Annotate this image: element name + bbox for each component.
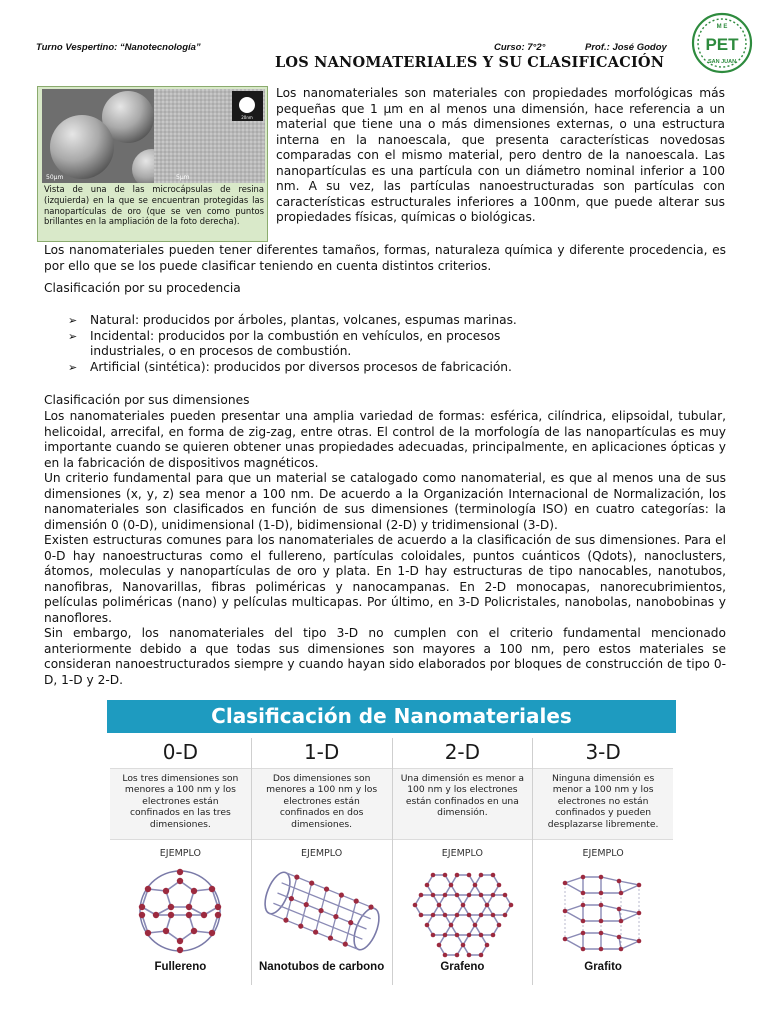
dimension-description: Los tres dimensiones son menores a 100 nm y los electrones están confinados en las tres dimensiones. (110, 768, 251, 840)
dimension-label: 1-D (303, 740, 340, 764)
heading-procedencia: Clasificación por su procedencia (44, 281, 241, 295)
microscope-image (42, 89, 265, 183)
dimensions-paragraph-4: Sin embargo, los nanomateriales del tipo 3-D no cumplen con el criterio fundamental mencionado anteriormente debido a que todas sus dimensiones son mayores a 100 nm, pero estos materiales se consideran nanoestructurados siempre y cuando hayan sido elaborados por bloques de construcción de tipo 0-D, 1-D y 2-D. (44, 626, 726, 687)
example-label: EJEMPLO (159, 848, 201, 859)
list-item: ➢ Artificial (sintética): producidos por diversos procesos de fabricación. (68, 359, 512, 374)
graphene-illustration (403, 863, 523, 958)
microcapsule-figure (37, 86, 268, 242)
dimension-description: Ninguna dimensión es menor a 100 nm y los electrones no están confinados y pueden desplazarse libremente. (533, 768, 673, 840)
example-label: EJEMPLO (582, 848, 624, 859)
dimension-description: Una dimensión es menor a 100 nm y los electrones están confinados en una dimensión. (393, 768, 533, 840)
procedencia-list (68, 313, 538, 375)
example-name: Grafito (584, 961, 622, 973)
classification-intro-paragraph: Los nanomateriales pueden tener diferentes tamaños, formas, naturaleza química y diferente procedencia, es por ello que se los puede clasificar teniendo en cuenta distintos criterios. (44, 243, 726, 273)
example-name: Fullereno (154, 961, 207, 973)
dimension-description: Dos dimensiones son menores a 100 nm y los electrones están confinados en dos dimensiones. (252, 768, 392, 840)
infographic-column-2d (392, 738, 533, 985)
dimension-label: 2-D (444, 740, 481, 764)
figure-caption: Vista de una de las microcápsulas de resina (izquierda) en la que se encuentran protegidas las nanopartículas de oro (que se ven como puntos brillantes en la ampliación de la foto derecha). (44, 184, 264, 227)
arrow-bullet-icon: ➢ (68, 314, 78, 327)
arrow-bullet-icon: ➢ (68, 329, 78, 343)
intro-paragraph: Los nanomateriales son materiales con propiedades morfológicas más pequeñas que 1 µm en al menos una dimensión, hace referencia a un material que tiene una o más dimensiones externas, o una estructura interna en la nanoescala, que presenta características novedosas comparadas con el mismo material, pero dentro de la nanoescala. Las nanopartículas es una partícula con un diámetro nominal inferior a 100 nm. A su vez, las partículas nanoestructuradas son partículas con características estructurales inferiores a 100nm, que puede alterar sus propiedades físicas, químicas o biológicas. (276, 86, 725, 224)
list-item: ➢ Incidental: producidos por la combustión en vehículos, en procesos industriales, o en procesos de combustión. (68, 328, 501, 358)
scale-right-label: 5μm (176, 174, 190, 181)
dimension-label: 3-D (585, 740, 621, 764)
page-title: LOS NANOMATERIALES Y SU CLASIFICACIÓN (275, 54, 665, 71)
list-item: ➢ Natural: producidos por árboles, plantas, volcanes, espumas marinas. (68, 313, 517, 327)
logo-main-text: PET (705, 35, 739, 54)
school-logo (691, 12, 753, 74)
heading-dimensiones: Clasificación por sus dimensiones (44, 393, 250, 407)
example-name: Nanotubos de carbono (259, 961, 385, 973)
header-course-label: Curso: 7°2° (494, 42, 546, 53)
header-professor-label: Prof.: José Godoy (585, 42, 667, 53)
infographic-column-1d (251, 738, 392, 985)
scale-inset-label: 20nm (241, 115, 253, 120)
microscope-photo-illustration (42, 89, 265, 183)
infographic-column-3d (532, 738, 673, 985)
logo-top-text: M E (716, 24, 728, 30)
infographic-title: Clasificación de Nanomateriales (107, 700, 676, 733)
dimensions-paragraph-1: Los nanomateriales pueden presentar una amplia variedad de formas: esférica, cilíndrica, elipsoidal, tubular, helicoidal, arrecifal, en forma de zig-zag, entre otras. El control de la morfología de las nanopartículas es muy importante cuando se quieren obtener unas propiedades adecuadas, principalmente, en aplicaciones ópticas y en la fabricación de dispositivos magnéticos. (44, 409, 726, 470)
dimensions-paragraph-3: Existen estructuras comunes para los nanomateriales de acuerdo a la clasificación de sus dimensiones. Para el 0-D hay nanoestructuras como el fullereno, partículas coloidales, puntos cuánticos (Qdots), nanoclusters, átomos, moleculas y nanopartículas de oro y plata. En 1-D hay estructuras de tipo nanocables, nanotubos, nanofibras, Nanovarillas, fibras poliméricas y nanocampanas. En 2-D monocapas, nanorecubrimientos, películas poliméricas (nano) y películas multicapas. Por último, en 3-D Policristales, nanobolas, nanobobinas y nanoflores. (44, 533, 726, 625)
classification-infographic (107, 700, 676, 985)
example-name: Grafeno (440, 961, 485, 973)
infographic-column-0d (110, 738, 251, 985)
dimension-label: 0-D (162, 740, 199, 764)
infographic-grid (110, 738, 673, 985)
arrow-bullet-icon: ➢ (68, 360, 78, 374)
scale-left-label: 50μm (46, 174, 64, 181)
fullerene-illustration (120, 863, 240, 958)
dimensions-paragraph-2: Un criterio fundamental para que un material se catalogado como nanomaterial, es que al menos una de sus dimensiones (x, y, z) sea menor a 100 nm. De acuerdo a la Organización Internacional de Normalización, los nanomateriales son clasificados en función de sus dimensiones (terminología ISO) en cuatro categorías: la dimensión 0 (0-D), unidimensional (1-D), bidimensional (2-D) y tridimensional (3-D). (44, 471, 726, 532)
graphite-illustration (543, 863, 663, 958)
dimensions-text (44, 409, 726, 688)
logo-bottom-text: SAN JUAN (707, 59, 737, 65)
example-label: EJEMPLO (301, 848, 343, 859)
header-shift-label: Turno Vespertino: “Nanotecnología” (36, 42, 201, 53)
example-label: EJEMPLO (441, 848, 483, 859)
carbon-nanotube-illustration (262, 863, 382, 958)
